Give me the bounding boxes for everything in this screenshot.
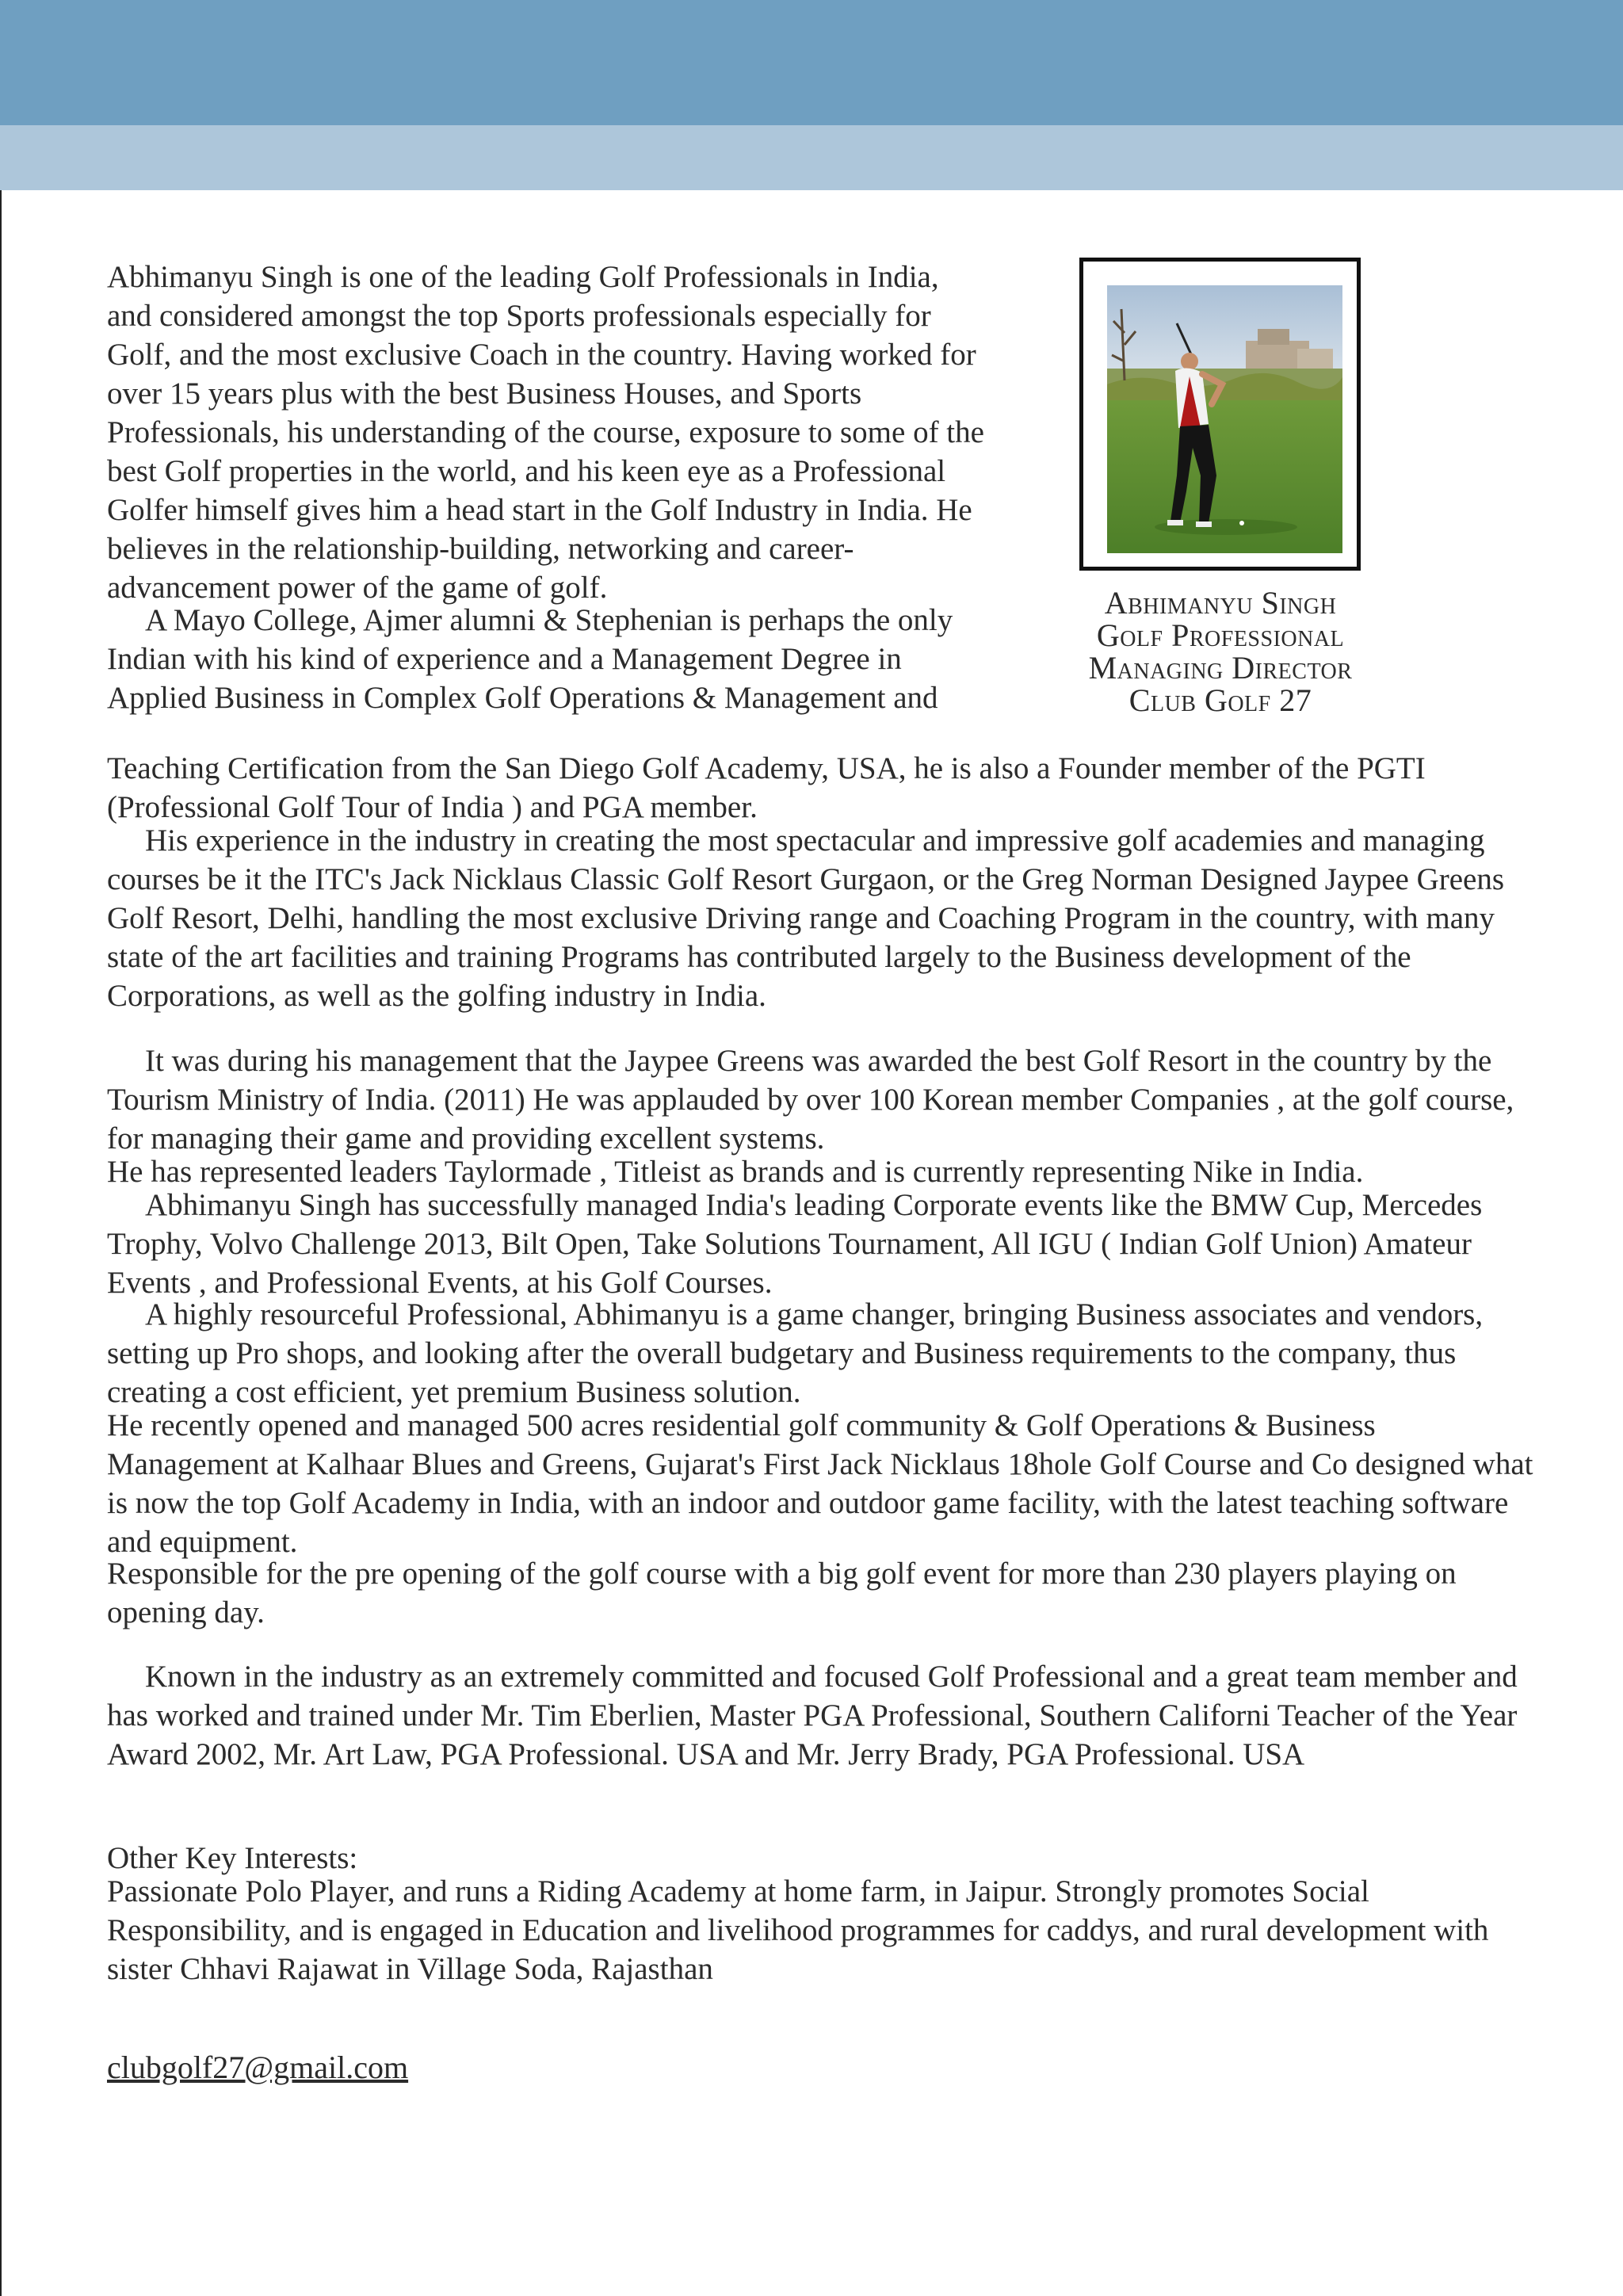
interests-heading: Other Key Interests:	[107, 1841, 358, 1875]
body-paragraph-events	[107, 1186, 1533, 1302]
body-paragraph-preopening: Responsible for the pre opening of the golf course with a big golf event for more than 230 players playing on opening day.	[107, 1557, 1457, 1629]
email-link[interactable]: clubgolf27@gmail.com	[107, 2050, 409, 2085]
header-subband	[0, 125, 1623, 190]
body-paragraph-experience-text: His experience in the industry in creating the most spectacular and impressive golf academies and managing courses be it the ITC's Jack Nicklaus Classic Golf Resort Gurgaon, or the Greg Norman Designed Jaypee Greens Golf Resort, Delhi, handling the most exclusive Driving range and Coaching Program in the country, with many state of the art facilities and training Programs has contributed largely to the Business development of the Corporations, as well as the golfing industry in India.	[107, 823, 1505, 1013]
body-paragraph-resourceful-text: A highly resourceful Professional, Abhimanyu is a game changer, bringing Business associates and vendors, setting up Pro shops, and looking after the overall budgetary and Business requirements to the company, thus creating a cost efficient, yet premium Business solution.	[107, 1297, 1484, 1409]
body-paragraph-brands: He has represented leaders Taylormade , Titleist as brands and is currently representing Nike in India.	[107, 1155, 1364, 1189]
body-paragraph-award	[107, 1041, 1533, 1158]
profile-photo-frame	[1079, 258, 1361, 571]
body-paragraph-award-text: It was during his management that the Jaypee Greens was awarded the best Golf Resort in the country by the Tourism Ministry of India. (2011) He was applauded by over 100 Korean member Companies , at the golf course, for managing their game and providing excellent systems.	[107, 1044, 1514, 1156]
body-paragraph-experience	[107, 821, 1533, 1015]
body-paragraph-interests: Passionate Polo Player, and runs a Riding Academy at home farm, in Jaipur. Strongly promotes Social Responsibility, and is engaged in Education and livelihood programmes for caddys, and rural development with sister Chhavi Rajawat in Village Soda, Rajasthan	[107, 1874, 1489, 1986]
body-paragraph-resourceful	[107, 1295, 1533, 1412]
golfer-photo-icon	[1107, 285, 1342, 553]
body-paragraph-events-text: Abhimanyu Singh has successfully managed India's leading Corporate events like the BMW Cup, Mercedes Trophy, Volvo Challenge 2013, Bilt Open, Take Solutions Tournament, All IGU ( Indian Golf Union) Amateur Events , and Professional Events, at his Golf Courses.	[107, 1188, 1483, 1300]
intro-paragraph-2	[107, 601, 995, 717]
body-paragraph-kalhaar: He recently opened and managed 500 acres residential golf community & Golf Operations & Business Management at Kalhaar Blues and Greens, Gujarat's First Jack Nicklaus 18hole Golf Course and Co designed what is now the top Golf Academy in India, with an indoor and outdoor game facility, with the latest teaching software and equipment.	[107, 1408, 1533, 1559]
profile-caption	[1030, 586, 1411, 716]
profile-role: Golf Professional	[1096, 617, 1345, 653]
body-paragraph-training-text: Known in the industry as an extremely committed and focused Golf Professional and a great team member and has worked and trained under Mr. Tim Eberlien, Master PGA Professional, Southern Californi Teacher of the Year Award 2002, Mr. Art Law, PGA Professional. USA and Mr. Jerry Brady, PGA Professional. USA	[107, 1660, 1518, 1771]
profile-title: Managing Director	[1088, 650, 1353, 686]
left-border-line	[0, 190, 2, 2296]
profile-name: Abhimanyu Singh	[1104, 585, 1337, 621]
body-paragraph-training	[107, 1657, 1533, 1774]
header-band	[0, 0, 1623, 125]
body-paragraph-certification: Teaching Certification from the San Diego Golf Academy, USA, he is also a Founder member of the PGTI (Professional Golf Tour of India ) and PGA member.	[107, 751, 1426, 824]
golfer-photo	[1107, 285, 1342, 553]
intro-paragraph-1: Abhimanyu Singh is one of the leading Golf Professionals in India, and considered amongst the top Sports professionals especially for Golf, and the most exclusive Coach in the country. Having worked for over 15 years plus with the best Business Houses, and Sports Professionals, his understanding of the course, exposure to some of the best Golf properties in the world, and his keen eye as a Professional Golfer himself gives him a head start in the Golf Industry in India. He believes in the relationship-building, networking and career-advancement power of the game of golf.	[107, 260, 984, 605]
profile-company: Club Golf 27	[1128, 682, 1312, 718]
intro-paragraph-2-text: A Mayo College, Ajmer alumni & Stephenian is perhaps the only Indian with his kind of experience and a Management Degree in Applied Business in Complex Golf Operations & Management and	[107, 603, 953, 715]
